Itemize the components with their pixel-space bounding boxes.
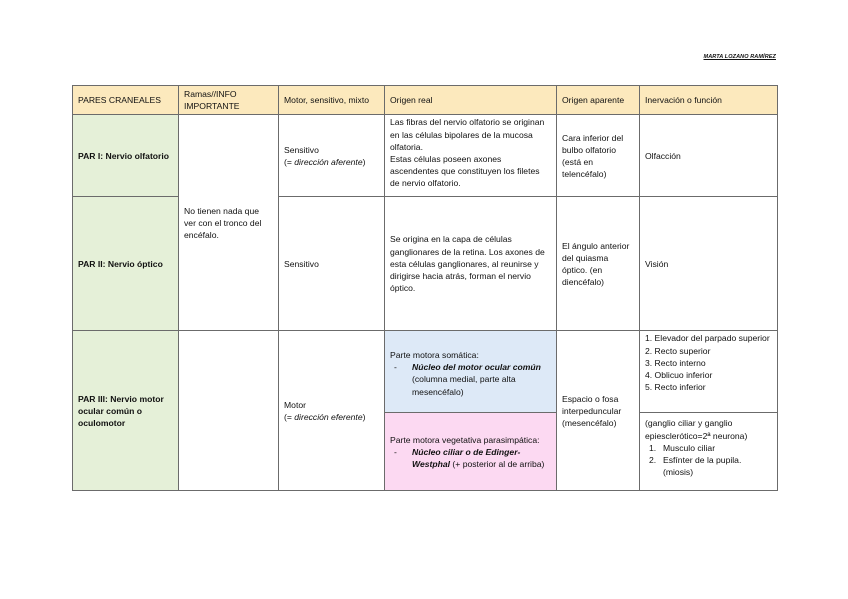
- header-inervacion: Inervación o función: [640, 86, 778, 115]
- par2-name: PAR II: Nervio óptico: [73, 197, 179, 331]
- par3-vegetativa-inervacion: [640, 413, 778, 491]
- ramas-shared: No tienen nada que ver con el tronco del encéfalo.: [179, 115, 279, 331]
- par3-vegetativa-item: [390, 446, 551, 470]
- table-row-par3-somatic: [73, 331, 778, 413]
- par3-tipo: [279, 331, 385, 491]
- somatic-muscle-2: 2. Recto superior: [645, 345, 711, 356]
- par3-tipo-note: dirección eferente: [294, 411, 363, 422]
- header-origen-real: Origen real: [385, 86, 557, 115]
- par1-tipo-label: Sensitivo: [284, 144, 319, 155]
- par3-somatica-inervacion: [640, 331, 778, 413]
- par1-inervacion: Olfacción: [640, 115, 778, 197]
- somatic-muscle-5: 5. Recto inferior: [645, 382, 706, 393]
- par3-vegetativa-title: Parte motora vegetativa parasimpática:: [390, 434, 540, 445]
- header-origen-aparente: Origen aparente: [557, 86, 640, 115]
- par1-name: PAR I: Nervio olfatorio: [73, 115, 179, 197]
- par1-origen-real-2: Estas células poseen axones ascendentes que constituyen los filetes de nervio olfatorio.: [390, 154, 540, 189]
- vegetative-intro: (ganglio ciliar y ganglio epiescleróticο=2ª neurona): [645, 418, 748, 441]
- cranial-nerves-table: [72, 85, 778, 491]
- par3-somatica-dash: -: [394, 362, 397, 373]
- par3-vegetativa-dash: -: [394, 446, 397, 457]
- par2-origen-aparente: El ángulo anterior del quiasma óptico. (en diencéfalo): [557, 197, 640, 331]
- vegetative-item-2-text: Esfínter de la pupila. (miosis): [663, 455, 742, 478]
- author-name: MARTA LOZANO RAMÍREZ: [703, 54, 776, 60]
- somatic-muscle-4: 4. Oblicuo inferior: [645, 370, 713, 381]
- par3-somatica-title: Parte motora somática:: [390, 350, 479, 360]
- par2-inervacion: Visión: [640, 197, 778, 331]
- par2-tipo: Sensitivo: [279, 197, 385, 331]
- par1-origen-real: [385, 115, 557, 197]
- par2-origen-real: Se origina en la capa de células ganglionares de la retina. Los axones de esta células ganglionares, al reunirse y dirigirse hacia atrás, forman el nervio óptico.: [385, 197, 557, 331]
- header-ramas: Ramas//INFO IMPORTANTE: [179, 86, 279, 115]
- vegetative-item-1-num: 1.: [649, 442, 657, 453]
- par3-vegetativa-nucleus: Núcleo ciliar o de Edinger-Westphal: [412, 446, 521, 469]
- par3-vegetativa-detail: (+ posterior al de arriba): [450, 459, 545, 469]
- par3-somatica-item: [390, 361, 551, 398]
- par3-somatica: [385, 331, 557, 413]
- vegetative-item-2-num: 2.: [649, 455, 657, 466]
- table-row-par1: [73, 115, 778, 197]
- table-row-par2: [73, 197, 778, 331]
- par3-tipo-label: Motor: [284, 399, 306, 410]
- par3-vegetativa: [385, 413, 557, 491]
- somatic-muscle-1: 1. Elevador del parpado superior: [645, 333, 770, 344]
- par3-somatica-detail: (columna medial, parte alta mesencéfalo): [412, 374, 516, 397]
- par3-ramas-empty: [179, 331, 279, 491]
- vegetative-item-1: [645, 442, 772, 454]
- par1-tipo-note: dirección aferente: [294, 156, 363, 167]
- header-tipo: Motor, sensitivo, mixto: [279, 86, 385, 115]
- par1-tipo: [279, 115, 385, 197]
- par3-name: PAR III: Nervio motor ocular común o oculomotor: [73, 331, 179, 491]
- header-pares: PARES CRANEALES: [73, 86, 179, 115]
- par1-origen-aparente: Cara inferior del bulbo olfatorio (está en telencéfalo): [557, 115, 640, 197]
- vegetative-item-1-text: Musculo ciliar: [663, 442, 716, 453]
- somatic-muscle-3: 3. Recto interno: [645, 357, 706, 368]
- par3-tipo-close: ): [362, 411, 366, 422]
- par1-tipo-close: ): [362, 156, 366, 167]
- par1-tipo-open: (=: [284, 156, 295, 167]
- par3-origen-aparente: Espacio o fosa interpeduncular (mesencéfalo): [557, 331, 640, 491]
- par3-tipo-open: (=: [284, 411, 295, 422]
- table-header-row: [73, 86, 778, 115]
- par1-origen-real-1: Las fibras del nervio olfatorio se originan en las células bipolares de la mucosa olfatoria.: [390, 117, 545, 152]
- par3-somatica-nucleus: Núcleo del motor ocular común: [412, 362, 541, 373]
- vegetative-item-2: [645, 454, 772, 478]
